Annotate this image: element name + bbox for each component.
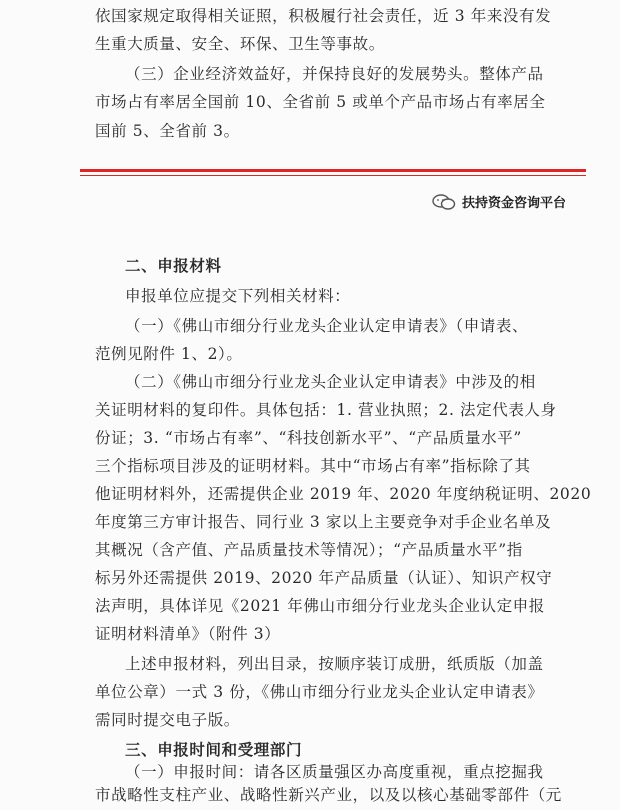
- red-divider: [80, 169, 586, 172]
- text-line: 标另外还需提供 2019、2020 年产品质量（认证）、知识产权守: [95, 569, 553, 587]
- text-line: 单位公章）一式 3 份，《佛山市细分行业龙头企业认定申请表》: [95, 683, 544, 701]
- text-line: 他证明材料外，还需提供企业 2019 年、2020 年度纳税证明、2020: [95, 485, 592, 503]
- text-line: 上述申报材料，列出目录，按顺序装订成册，纸质版（加盖: [125, 655, 544, 673]
- text-line: 生重大质量、安全、环保、卫生等事故。: [95, 35, 385, 53]
- text-line: 依国家规定取得相关证照，积极履行社会责任，近 3 年来没有发: [95, 7, 552, 25]
- text-line: 份证；3. “市场占有率”、“科技创新水平”、“产品质量水平”: [95, 429, 522, 447]
- text-line: 三个指标项目涉及的证明材料。其中“市场占有率”指标除了其: [95, 457, 531, 475]
- text-line: （二）《佛山市细分行业龙头企业认定申请表》中涉及的相: [125, 373, 536, 391]
- text-line: 国前 5、全省前 3。: [95, 122, 240, 140]
- text-line: 其概况（含产值、产品质量技术等情况）；“产品质量水平”指: [95, 541, 523, 559]
- wechat-icon: [432, 194, 456, 210]
- text-line: 市场占有率居全国前 10、全省前 5 或单个产品市场占有率居全: [95, 93, 546, 111]
- text-line: 证明材料清单》（附件 3）: [95, 625, 281, 643]
- text-line: 申报单位应提交下列相关材料：: [125, 287, 351, 305]
- red-divider-thin: [80, 175, 586, 176]
- text-line: 年度第三方审计报告、同行业 3 家以上主要竞争对手企业名单及: [95, 513, 552, 531]
- section-heading: 二、申报材料: [125, 257, 222, 275]
- text-line: 市战略性支柱产业、战略性新兴产业，以及以核心基础零部件（元: [95, 786, 562, 804]
- text-line: （一）申报时间：请各区质量强区办高度重视，重点挖掘我: [125, 763, 544, 781]
- text-line: 范例见附件 1、2）。: [95, 345, 243, 363]
- text-line: （三）企业经济效益好，并保持良好的发展势头。整体产品: [125, 65, 544, 83]
- text-line: 需同时提交电子版。: [95, 711, 240, 729]
- watermark-text: 扶持资金咨询平台: [462, 196, 567, 211]
- text-line: 关证明材料的复印件。具体包括：1. 营业执照；2. 法定代表人身: [95, 401, 557, 419]
- text-line: 法声明，具体详见《2021 年佛山市细分行业龙头企业认定申报: [95, 597, 545, 615]
- section-heading: 三、申报时间和受理部门: [125, 741, 303, 759]
- watermark: [432, 192, 566, 211]
- text-line: （一）《佛山市细分行业龙头企业认定申请表》（申请表、: [125, 317, 529, 335]
